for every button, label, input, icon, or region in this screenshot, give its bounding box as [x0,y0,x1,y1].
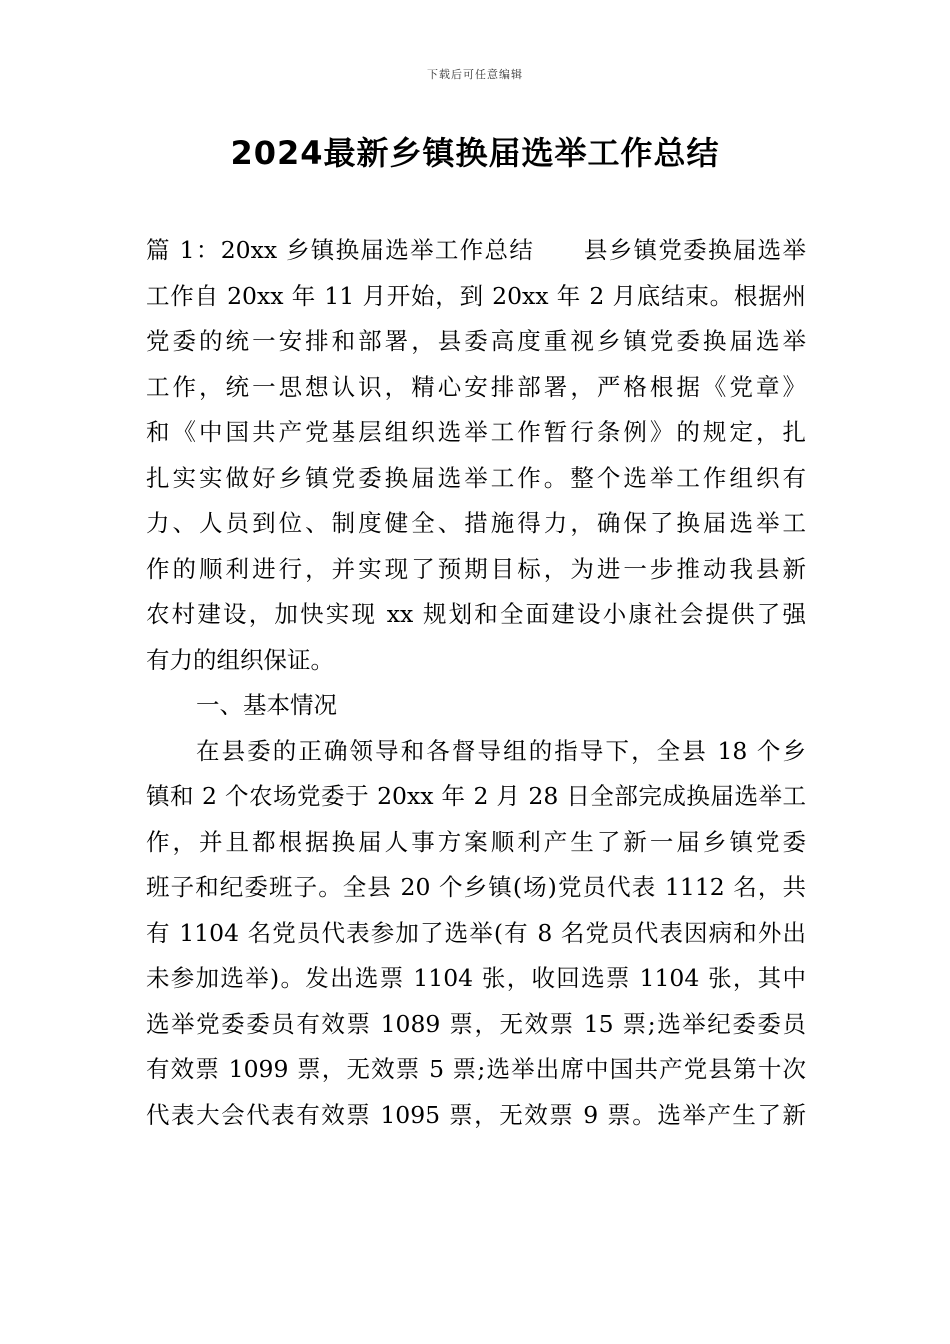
header-note: 下载后可任意编辑 [427,68,523,81]
text-line: 力、人员到位、制度健全、措施得力，确保了换届选举工 [146,509,806,537]
section-heading: 一、基本情况 [196,691,337,719]
text-line: 有 1104 名党员代表参加了选举(有 8 名党员代表因病和外出 [146,918,806,947]
text-line: 党委的统一安排和部署，县委高度重视乡镇党委换届选举 [146,327,806,355]
text-line: 篇 1：20xx 乡镇换届选举工作总结 县乡镇党委换届选举 [146,236,806,264]
text-line: 和《中国共产党基层组织选举工作暂行条例》的规定，扎 [146,418,806,446]
text-line: 农村建设，加快实现 xx 规划和全面建设小康社会提供了强 [146,600,806,628]
text-line: 班子和纪委班子。全县 20 个乡镇(场)党员代表 1112 名，共 [146,873,806,901]
text-line: 作，并且都根据换届人事方案顺利产生了新一届乡镇党委 [146,827,806,856]
text-line: 工作自 20xx 年 11 月开始，到 20xx 年 2 月底结束。根据州 [146,281,806,310]
text-line: 工作，统一思想认识，精心安排部署，严格根据《党章》 [146,372,806,401]
text-line: 有力的组织保证。 [146,645,334,674]
text-line: 扎实实做好乡镇党委换届选举工作。整个选举工作组织有 [146,463,806,492]
text-line: 作的顺利进行，并实现了预期目标，为进一步推动我县新 [146,554,806,583]
text-line: 在县委的正确领导和各督导组的指导下，全县 18 个乡 [196,736,806,765]
page-title: 2024最新乡镇换届选举工作总结 [230,134,720,172]
text-line: 有效票 1099 票，无效票 5 票;选举出席中国共产党县第十次 [146,1055,806,1083]
text-line: 未参加选举)。发出选票 1104 张，收回选票 1104 张，其中 [146,964,806,992]
text-line: 镇和 2 个农场党委于 20xx 年 2 月 28 日全部完成换届选举工 [146,782,806,810]
document-body [146,228,806,1138]
text-line: 选举党委委员有效票 1089 票，无效票 15 票;选举纪委委员 [146,1009,806,1038]
text-line: 代表大会代表有效票 1095 票，无效票 9 票。选举产生了新 [146,1100,806,1129]
